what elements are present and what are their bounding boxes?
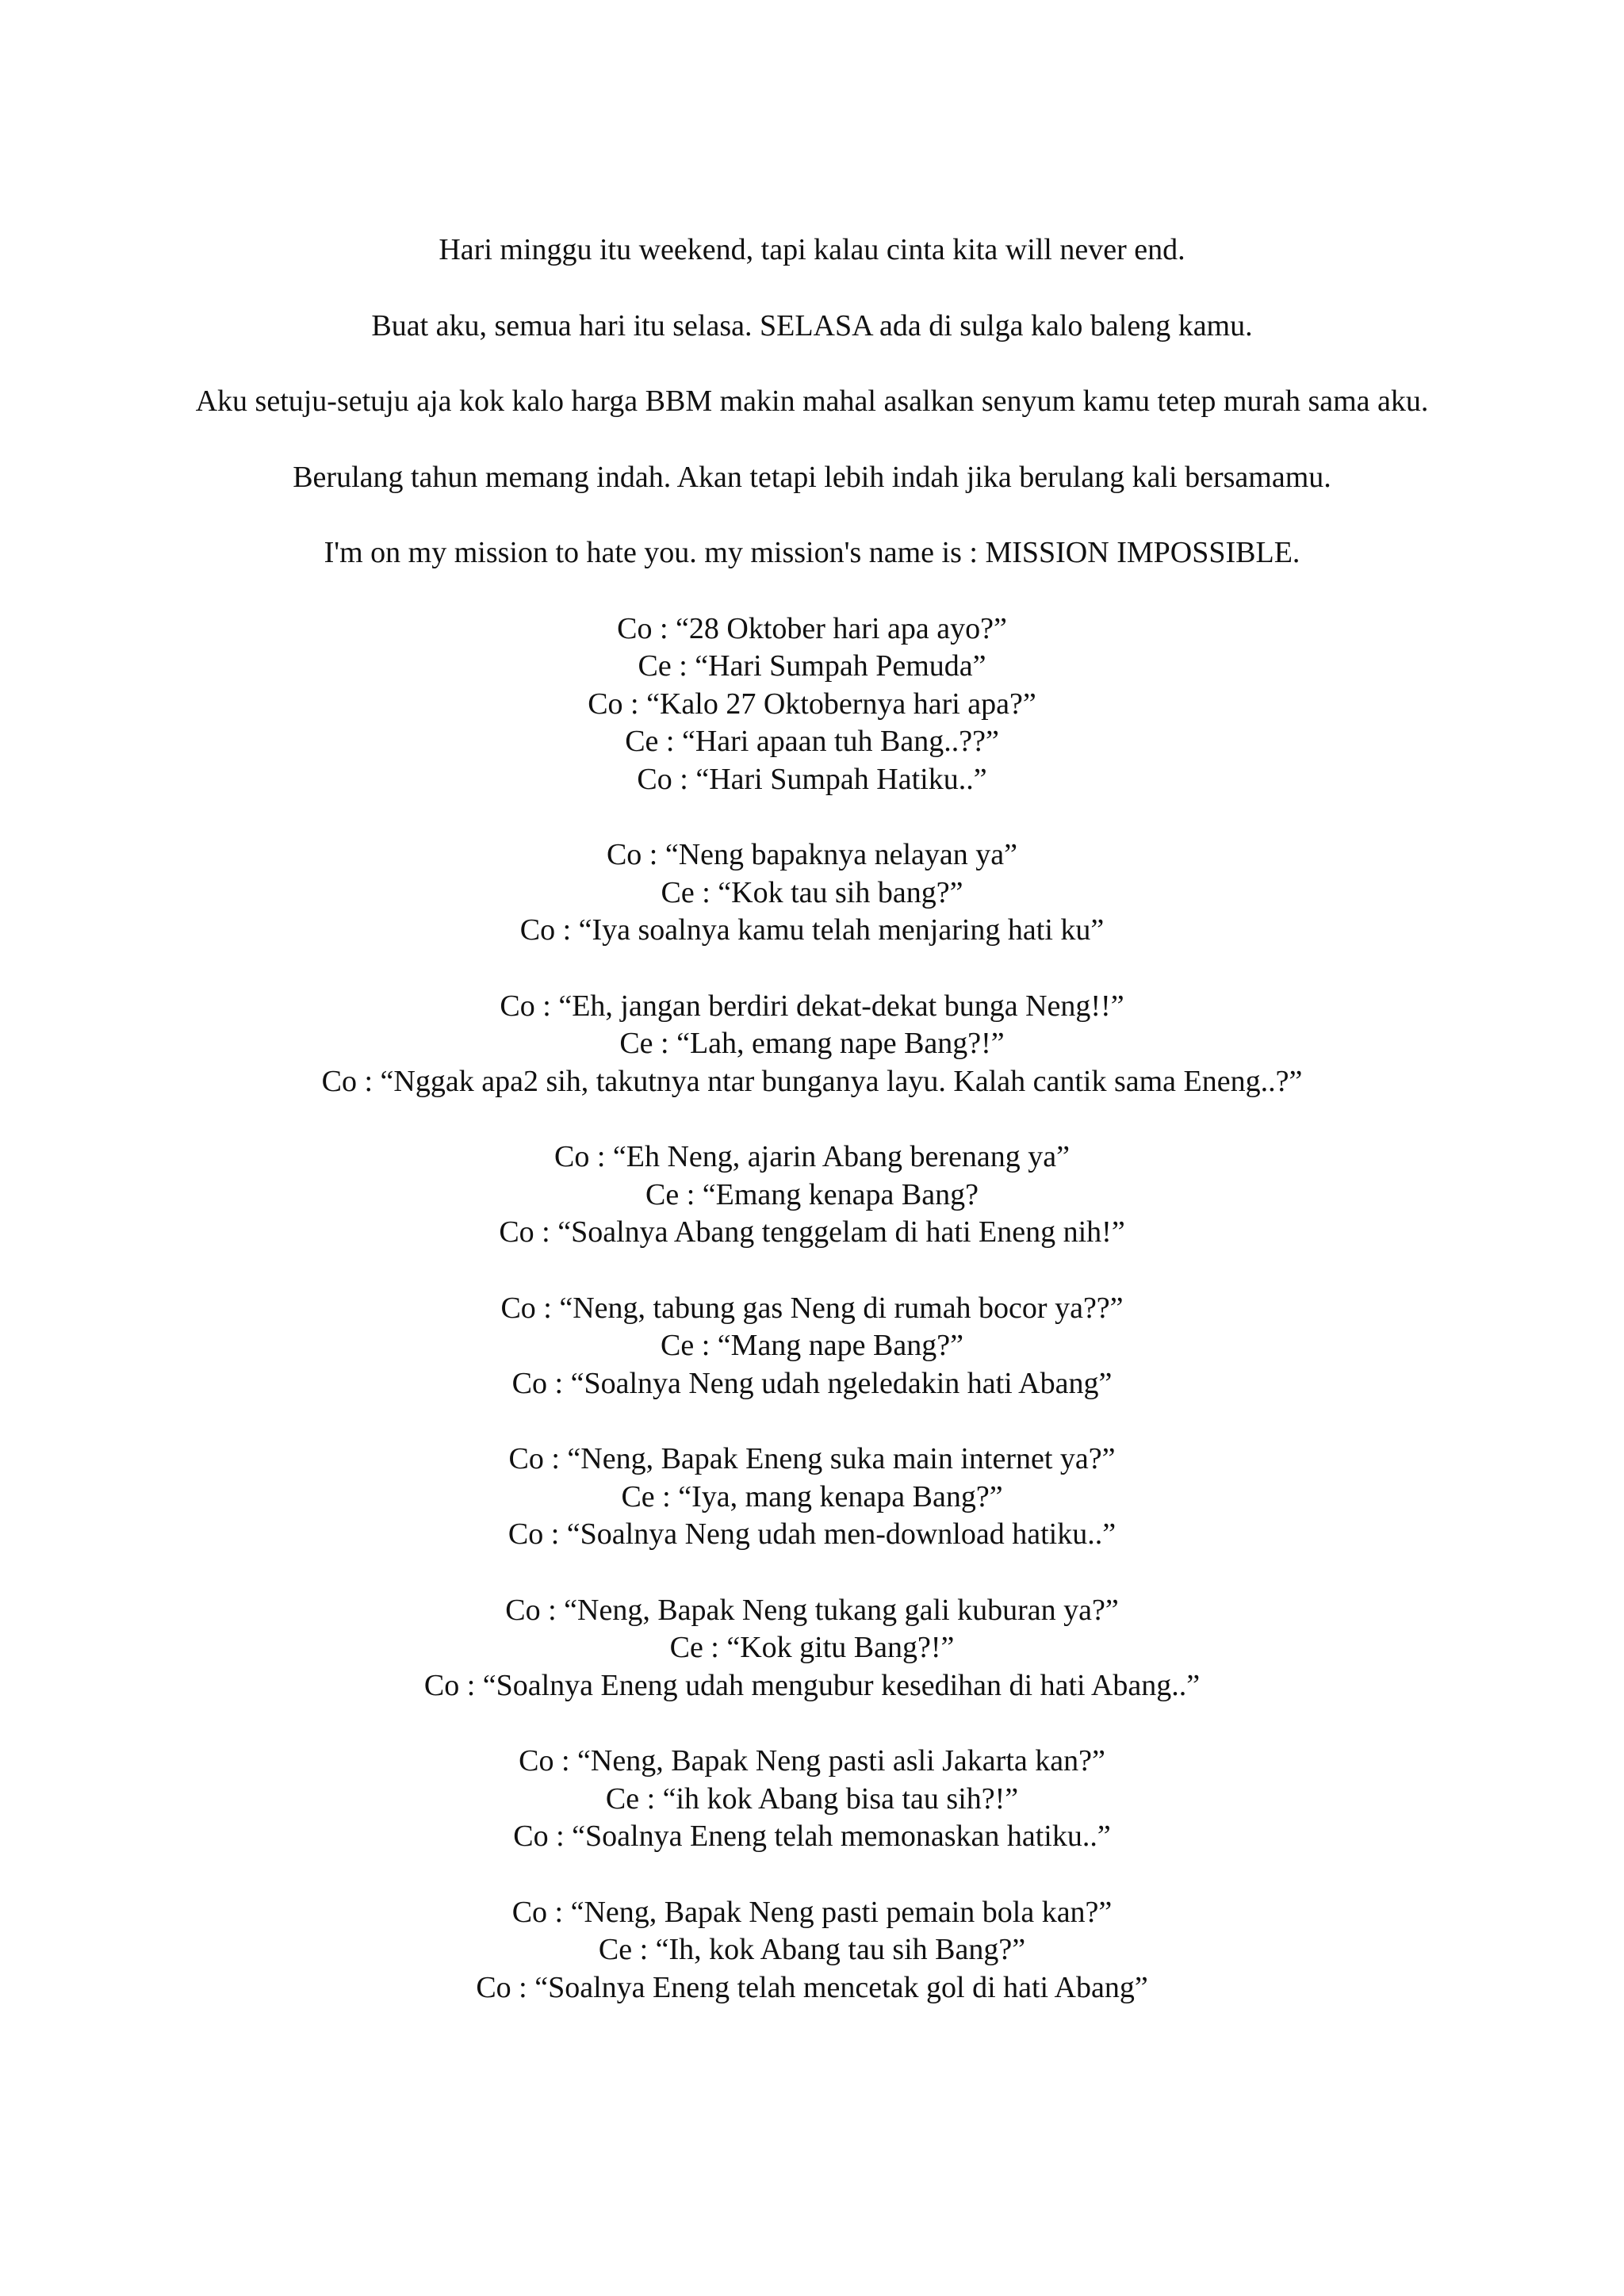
dialog-line: Co : “Neng, Bapak Eneng suka main internet ya?” — [508, 1442, 1116, 1475]
dialog-line: Ce : “Kok gitu Bang?!” — [669, 1631, 955, 1664]
dialog-line: Ce : “Emang kenapa Bang? — [645, 1177, 979, 1211]
dialog-line: Co : “Soalnya Neng udah ngeledakin hati Abang” — [511, 1366, 1113, 1400]
dialog-line: Co : “Kalo 27 Oktobernya hari apa?” — [588, 687, 1036, 721]
dialog-block — [182, 988, 1442, 1101]
paragraph-berulang-tahun: Berulang tahun memang indah. Akan tetapi lebih indah jika berulang kali bersamamu. — [293, 460, 1331, 494]
dialog-block — [182, 1138, 1442, 1252]
paragraph-selasa: Buat aku, semua hari itu selasa. SELASA ada di sulga kalo baleng kamu. — [371, 308, 1253, 342]
dialog-block — [182, 1743, 1442, 1856]
dialog-block — [182, 1441, 1442, 1554]
dialog-line: Co : “Neng, Bapak Neng pasti pemain bola kan?” — [511, 1895, 1113, 1929]
dialog-block — [182, 1894, 1442, 2007]
dialog-line: Co : “Neng, tabung gas Neng di rumah bocor ya??” — [500, 1291, 1124, 1325]
dialog-line: Co : “Hari Sumpah Hatiku..” — [637, 762, 987, 796]
dialog-line: Co : “Soalnya Neng udah men-download hatiku..” — [508, 1517, 1116, 1551]
dialog-line: Ce : “Hari apaan tuh Bang..??” — [625, 725, 999, 758]
dialog-block — [182, 1592, 1442, 1705]
dialog-line: Co : “Eh, jangan berdiri dekat-dekat bunga Neng!!” — [500, 989, 1124, 1023]
dialog-line: Ce : “ih kok Abang bisa tau sih?!” — [605, 1781, 1019, 1816]
dialog-line: Ce : “Mang nape Bang?” — [661, 1329, 963, 1362]
dialog-line: Co : “Soalnya Eneng telah mencetak gol di hati Abang” — [476, 1970, 1148, 2004]
dialog-line: Ce : “Hari Sumpah Pemuda” — [638, 649, 986, 683]
dialog-line: Ce : “Kok tau sih bang?” — [661, 875, 963, 909]
dialog-block — [182, 1290, 1442, 1403]
dialog-line: Co : “Nggak apa2 sih, takutnya ntar bunganya layu. Kalah cantik sama Eneng..?” — [321, 1064, 1303, 1098]
dialog-line: Co : “Neng, Bapak Neng pasti asli Jakarta kan?” — [519, 1744, 1105, 1777]
dialog-line: Ce : “Iya, mang kenapa Bang?” — [621, 1479, 1003, 1513]
dialog-line: Co : “Eh Neng, ajarin Abang berenang ya” — [554, 1140, 1070, 1173]
dialog-block — [182, 610, 1442, 799]
dialog-block — [182, 836, 1442, 950]
dialog-line: Ce : “Lah, emang nape Bang?!” — [619, 1027, 1005, 1060]
paragraph-bbm: Aku setuju-setuju aja kok kalo harga BBM makin mahal asalkan senyum kamu tetep murah sama aku. — [195, 385, 1429, 418]
dialog-line: Co : “Soalnya Eneng telah memonaskan hatiku..” — [513, 1820, 1111, 1853]
paragraph-mission: I'm on my mission to hate you. my mission's name is : MISSION IMPOSSIBLE. — [324, 536, 1300, 569]
dialog-line: Co : “Soalnya Abang tenggelam di hati Eneng nih!” — [499, 1215, 1125, 1249]
dialog-line: Co : “Neng bapaknya nelayan ya” — [606, 838, 1018, 871]
dialog-line: Co : “28 Oktober hari apa ayo?” — [617, 611, 1007, 645]
dialog-line: Co : “Soalnya Eneng udah mengubur kesedihan di hati Abang..” — [423, 1668, 1201, 1702]
dialog-line: Ce : “Ih, kok Abang tau sih Bang?” — [598, 1933, 1026, 1966]
dialog-line: Co : “Neng, Bapak Neng tukang gali kuburan ya?” — [505, 1593, 1119, 1627]
document-body — [182, 232, 1442, 2045]
paragraph-weekend: Hari minggu itu weekend, tapi kalau cinta kita will never end. — [439, 233, 1185, 266]
dialog-line: Co : “Iya soalnya kamu telah menjaring hati ku” — [519, 913, 1105, 947]
